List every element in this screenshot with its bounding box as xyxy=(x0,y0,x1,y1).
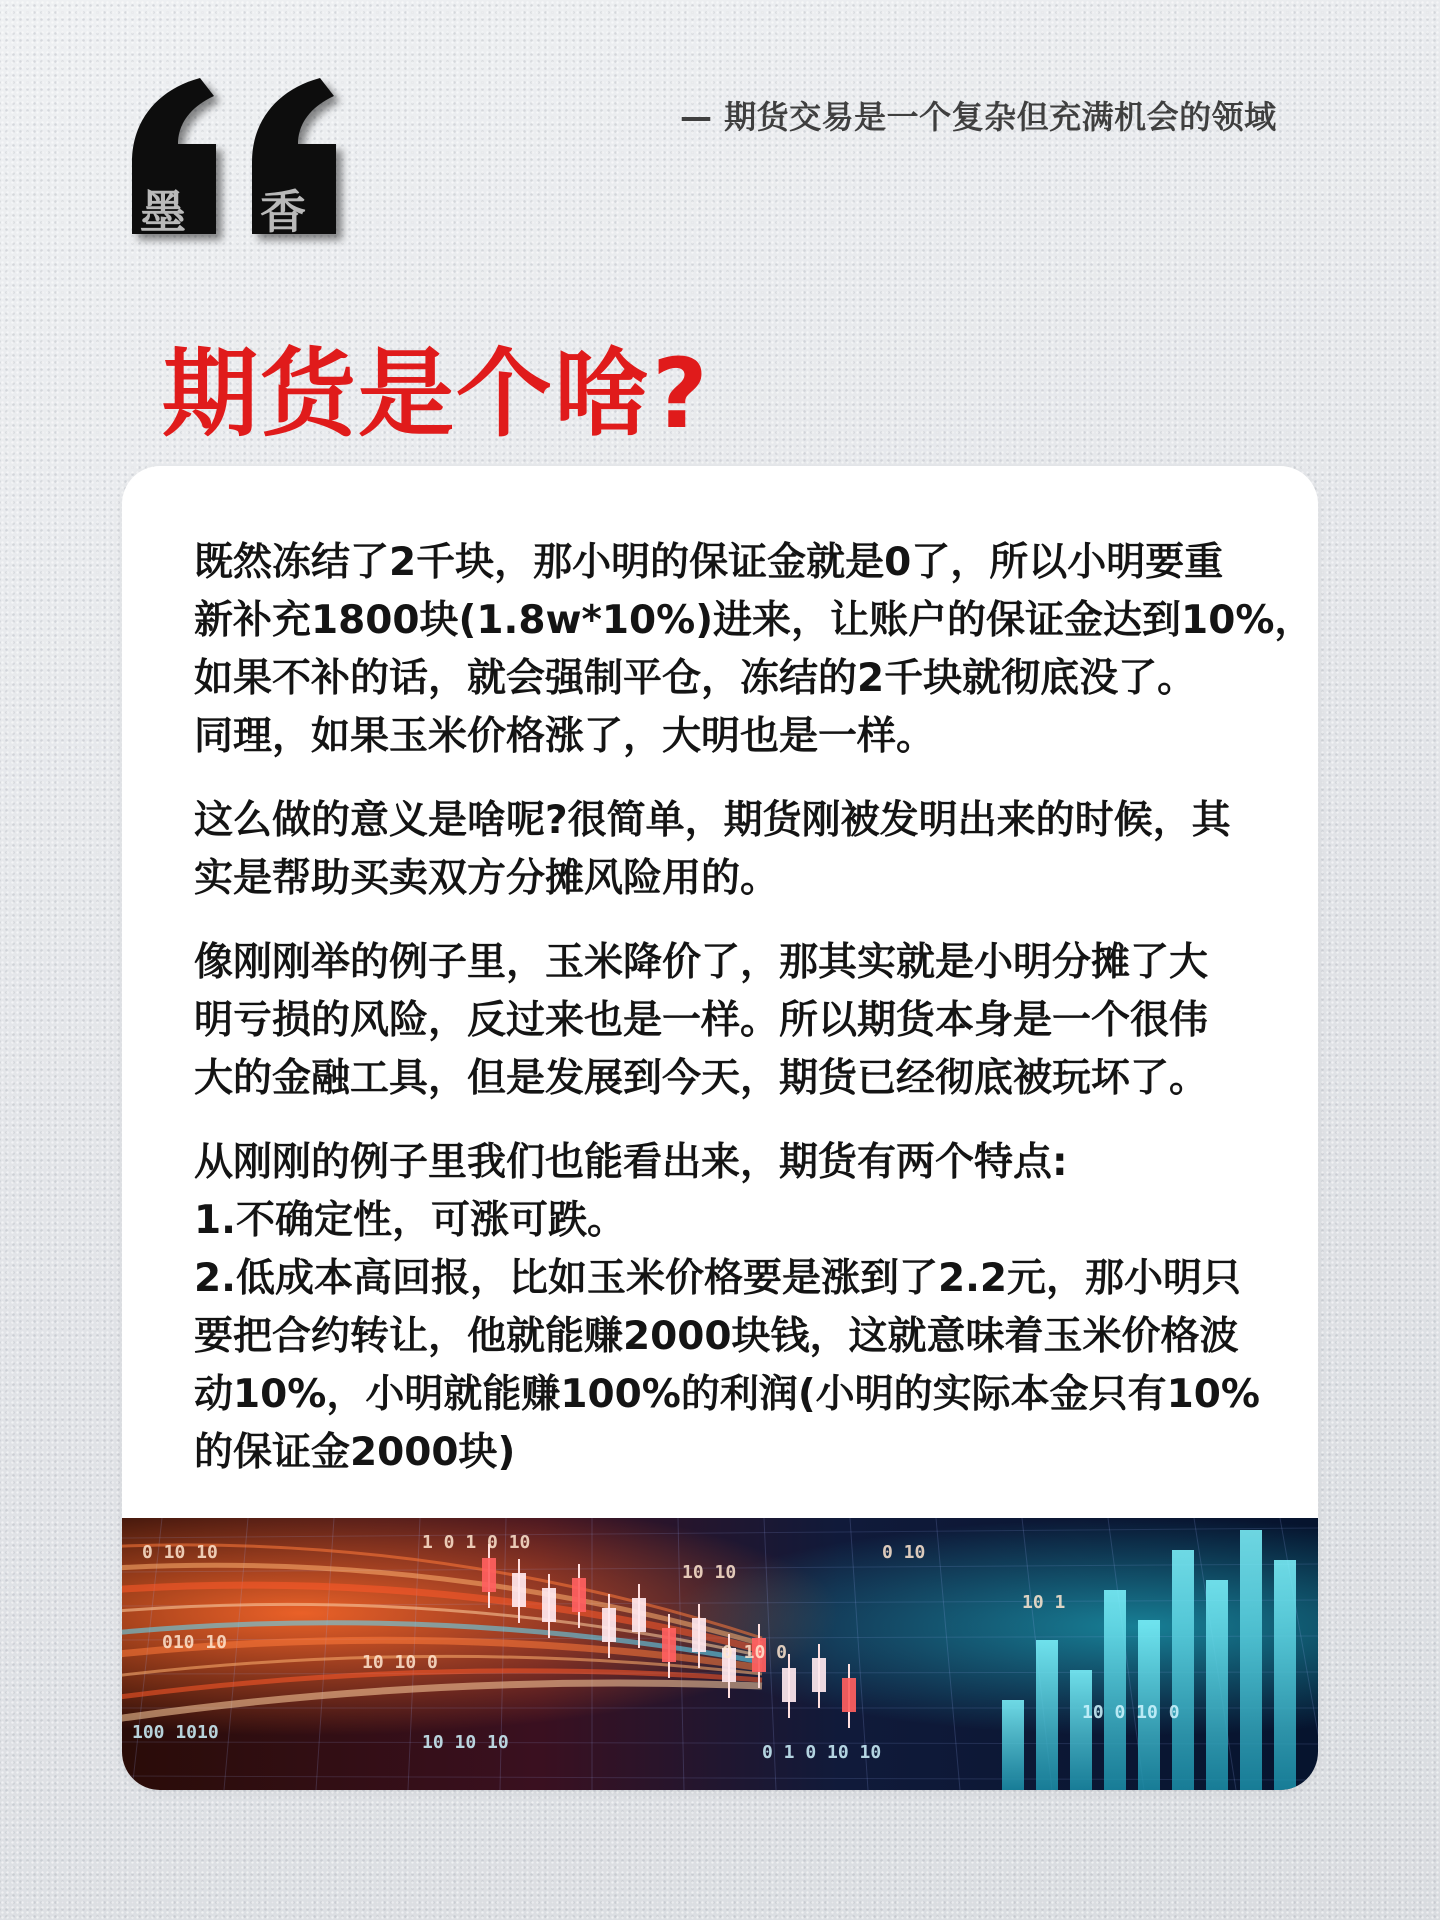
paragraph xyxy=(194,934,1284,1108)
cyan-bar xyxy=(1002,1700,1024,1790)
candle-body xyxy=(512,1573,526,1607)
text-line: 同理，如果玉米价格涨了，大明也是一样。 xyxy=(194,714,936,759)
text-line: 这么做的意义是啥呢?很简单，期货刚被发明出来的时候，其 xyxy=(194,798,1231,843)
candle-body xyxy=(662,1628,676,1662)
quote-mark-right xyxy=(238,78,438,258)
candle-body xyxy=(632,1598,646,1632)
quote-char-right: 香 xyxy=(260,185,306,239)
number-text: 100 1010 xyxy=(132,1722,219,1743)
finance-banner-image xyxy=(122,1518,1318,1790)
number-text: 0 10 10 xyxy=(142,1542,218,1563)
cyan-bar xyxy=(1104,1590,1126,1790)
number-text: 10 0 10 0 xyxy=(1082,1702,1180,1723)
number-text: 10 10 0 xyxy=(362,1652,438,1673)
text-line: 从刚刚的例子里我们也能看出来，期货有两个特点: xyxy=(194,1140,1068,1185)
quote-char-left: 墨 xyxy=(140,185,186,239)
candle-body xyxy=(572,1578,586,1612)
number-text: 10 10 xyxy=(682,1562,737,1583)
cyan-bar xyxy=(1206,1580,1228,1790)
number-text: 0 1 0 10 10 xyxy=(762,1742,882,1763)
candle-body xyxy=(692,1618,706,1652)
text-line: 的保证金2000块) xyxy=(194,1430,516,1475)
text-line: 动10%，小明就能赚100%的利润(小明的实际本金只有10% xyxy=(194,1372,1261,1417)
number-text: 0 10 0 xyxy=(722,1642,788,1663)
subtitle: — 期货交易是一个复杂但充满机会的领域 xyxy=(680,98,1277,136)
text-line: 明亏损的风险，反过来也是一样。所以期货本身是一个很伟 xyxy=(194,998,1209,1043)
text-line: 2.低成本高回报，比如玉米价格要是涨到了2.2元，那小明只 xyxy=(194,1256,1242,1301)
text-line: 实是帮助买卖双方分摊风险用的。 xyxy=(194,856,780,901)
page-title: 期货是个啥? xyxy=(162,338,710,450)
candle-body xyxy=(842,1678,856,1712)
candle-body xyxy=(482,1558,496,1592)
content-card xyxy=(122,466,1318,1790)
candle-body xyxy=(602,1608,616,1642)
text-line: 1.不确定性，可涨可跌。 xyxy=(194,1198,626,1243)
cyan-bar xyxy=(1036,1640,1058,1790)
cyan-bar xyxy=(1070,1670,1092,1790)
number-text: 10 10 10 xyxy=(422,1732,509,1753)
number-text: 10 1 xyxy=(1022,1592,1066,1613)
number-text: 0 10 xyxy=(882,1542,926,1563)
candle-body xyxy=(812,1658,826,1692)
article-body xyxy=(194,534,1314,1508)
paragraph xyxy=(194,792,1284,908)
number-text: 1 0 1 0 10 xyxy=(422,1532,531,1553)
text-line: 要把合约转让，他就能赚2000块钱，这就意味着玉米价格波 xyxy=(194,1314,1239,1359)
cyan-bar xyxy=(1274,1560,1296,1790)
cyan-bar xyxy=(1240,1530,1262,1790)
paragraph xyxy=(194,534,1314,766)
candle-body xyxy=(782,1668,796,1702)
cyan-bar xyxy=(1172,1550,1194,1790)
text-line: 既然冻结了2千块，那小明的保证金就是0了，所以小明要重 xyxy=(194,540,1224,585)
number-text: 010 10 xyxy=(162,1632,228,1653)
text-line: 像刚刚举的例子里，玉米降价了，那其实就是小明分摊了大 xyxy=(194,940,1209,985)
text-line: 如果不补的话，就会强制平仓，冻结的2千块就彻底没了。 xyxy=(194,656,1197,701)
candle-body xyxy=(542,1588,556,1622)
text-line: 新补充1800块(1.8w*10%)进来，让账户的保证金达到10%， xyxy=(194,598,1314,643)
stock-chart-graphic xyxy=(122,1518,1318,1790)
paragraph xyxy=(194,1134,1284,1482)
text-line: 大的金融工具，但是发展到今天，期货已经彻底被玩坏了。 xyxy=(194,1056,1209,1101)
